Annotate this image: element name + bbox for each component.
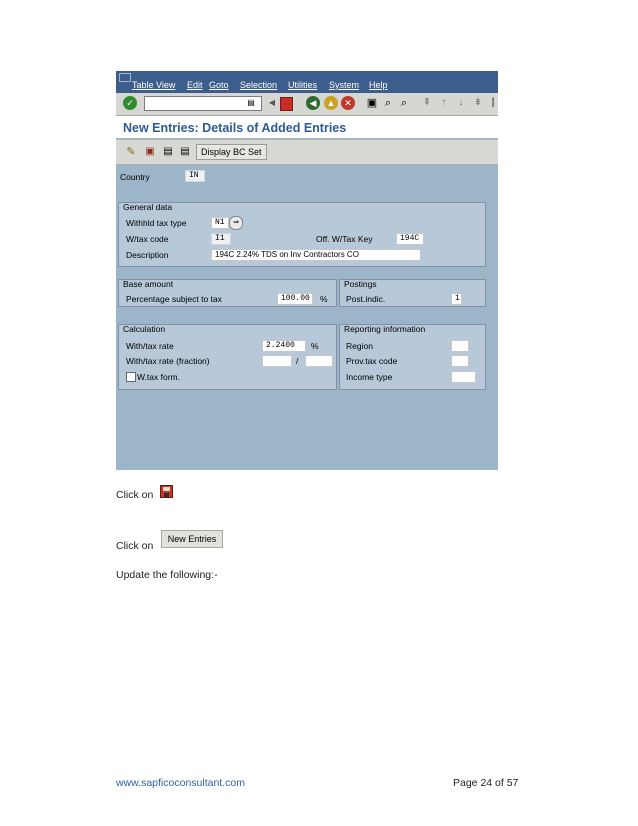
percentage-subject-label: Percentage subject to tax <box>126 294 222 304</box>
save-entries-icon[interactable]: ▣ <box>145 146 155 157</box>
footer-page-number: Page 24 of 57 <box>453 777 519 789</box>
copy-as-icon[interactable]: ▤ <box>163 146 173 157</box>
off-wtax-key-label: Off. W/Tax Key <box>316 234 373 244</box>
delete-icon[interactable]: ▤ <box>180 146 190 157</box>
menu-system[interactable]: System <box>329 80 360 90</box>
menu-selection[interactable]: Selection <box>240 80 278 90</box>
footer-website-link[interactable]: www.sapficoconsultant.com <box>116 777 245 789</box>
post-indic-label: Post.indic. <box>346 294 386 304</box>
wtax-form-label: W.tax form. <box>137 372 180 382</box>
click-on-save-text: Click on <box>116 489 154 501</box>
percentage-subject-field[interactable]: 100.00 <box>277 293 313 305</box>
reporting-info-box <box>339 324 486 390</box>
sap-screenshot <box>116 71 498 470</box>
country-label: Country <box>120 172 150 182</box>
command-field-dropdown-icon[interactable]: ▤ <box>247 97 255 107</box>
exit-icon[interactable]: ▲ <box>324 96 338 110</box>
description-label: Description <box>126 250 169 260</box>
save-icon-inline <box>160 485 173 498</box>
calculation-title: Calculation <box>123 324 166 334</box>
reporting-info-title: Reporting information <box>344 324 426 334</box>
toolbar-separator-icon: | <box>491 97 495 108</box>
find-next-icon[interactable]: ⌕ <box>400 97 408 109</box>
withhld-tax-type-label: Withhld tax type <box>126 218 187 228</box>
country-field[interactable]: IN <box>185 170 205 182</box>
back-icon[interactable]: ◀ <box>306 96 320 110</box>
wtax-rate-numerator-field[interactable] <box>262 355 292 367</box>
wtax-code-label: W/tax code <box>126 234 169 244</box>
save-icon[interactable] <box>280 97 293 111</box>
menu-help[interactable]: Help <box>369 80 388 90</box>
screen-title-bar <box>116 116 498 138</box>
postings-title: Postings <box>344 279 377 289</box>
income-type-label: Income type <box>346 372 393 382</box>
previous-page-icon[interactable]: ↑ <box>441 97 447 108</box>
menu-table-view[interactable]: Table View <box>132 80 176 90</box>
menu-bar <box>116 71 498 93</box>
sap-menu-icon[interactable] <box>119 73 131 82</box>
new-entries-button-image: New Entries <box>161 530 223 548</box>
base-amount-box <box>118 279 337 307</box>
fraction-separator: / <box>296 356 299 366</box>
calculation-box <box>118 324 337 390</box>
enter-check-icon[interactable]: ✓ <box>123 96 137 110</box>
wtax-code-field[interactable]: I1 <box>211 233 231 245</box>
menu-utilities[interactable]: Utilities <box>288 80 318 90</box>
standard-toolbar <box>116 93 498 116</box>
income-type-field[interactable] <box>451 371 476 383</box>
back-arrow-icon[interactable]: ◀ <box>268 98 276 107</box>
update-following-text: Update the following:- <box>116 569 218 581</box>
post-indic-field[interactable]: 1 <box>451 293 462 305</box>
percent-sign: % <box>320 294 328 304</box>
base-amount-title: Base amount <box>123 279 174 289</box>
change-display-icon[interactable]: ✎ <box>126 146 136 158</box>
wtax-rate-field[interactable]: 2.2400 <box>262 340 306 352</box>
postings-box <box>339 279 486 307</box>
application-toolbar <box>116 139 498 165</box>
wtax-rate-fraction-label: With/tax rate (fraction) <box>126 356 210 366</box>
wtax-rate-denominator-field[interactable] <box>305 355 333 367</box>
general-data-box <box>118 202 486 267</box>
display-bc-set-button[interactable]: Display BC Set <box>196 144 267 160</box>
prov-tax-code-field[interactable] <box>451 355 469 367</box>
print-icon[interactable]: ▣ <box>366 97 378 109</box>
withhld-tax-type-field[interactable]: N1 <box>211 217 229 229</box>
menu-edit[interactable]: Edit <box>187 80 203 90</box>
description-field[interactable]: 194C 2.24% TDS on Inv Contractors CO <box>211 249 421 261</box>
screen-title: New Entries: Details of Added Entries <box>123 121 347 135</box>
prov-tax-code-label: Prov.tax code <box>346 356 398 366</box>
wtax-rate-label: With/tax rate <box>126 341 174 351</box>
off-wtax-key-field[interactable]: 194C <box>396 233 424 245</box>
cancel-icon[interactable]: ✕ <box>341 96 355 110</box>
next-page-icon[interactable]: ↓ <box>458 97 464 108</box>
region-field[interactable] <box>451 340 469 352</box>
find-icon[interactable]: ⌕ <box>384 97 392 109</box>
wtax-rate-percent-sign: % <box>311 341 319 351</box>
menu-goto[interactable]: Goto <box>209 80 229 90</box>
click-on-new-entries-text: Click on <box>116 540 154 552</box>
wtax-form-checkbox[interactable] <box>126 372 136 382</box>
region-label: Region <box>346 341 373 351</box>
last-page-icon[interactable]: ⇟ <box>473 97 483 108</box>
search-help-icon[interactable]: ⇒ <box>229 216 243 230</box>
first-page-icon[interactable]: ⇞ <box>422 97 432 108</box>
command-field[interactable] <box>144 96 262 111</box>
general-data-title: General data <box>123 202 173 212</box>
